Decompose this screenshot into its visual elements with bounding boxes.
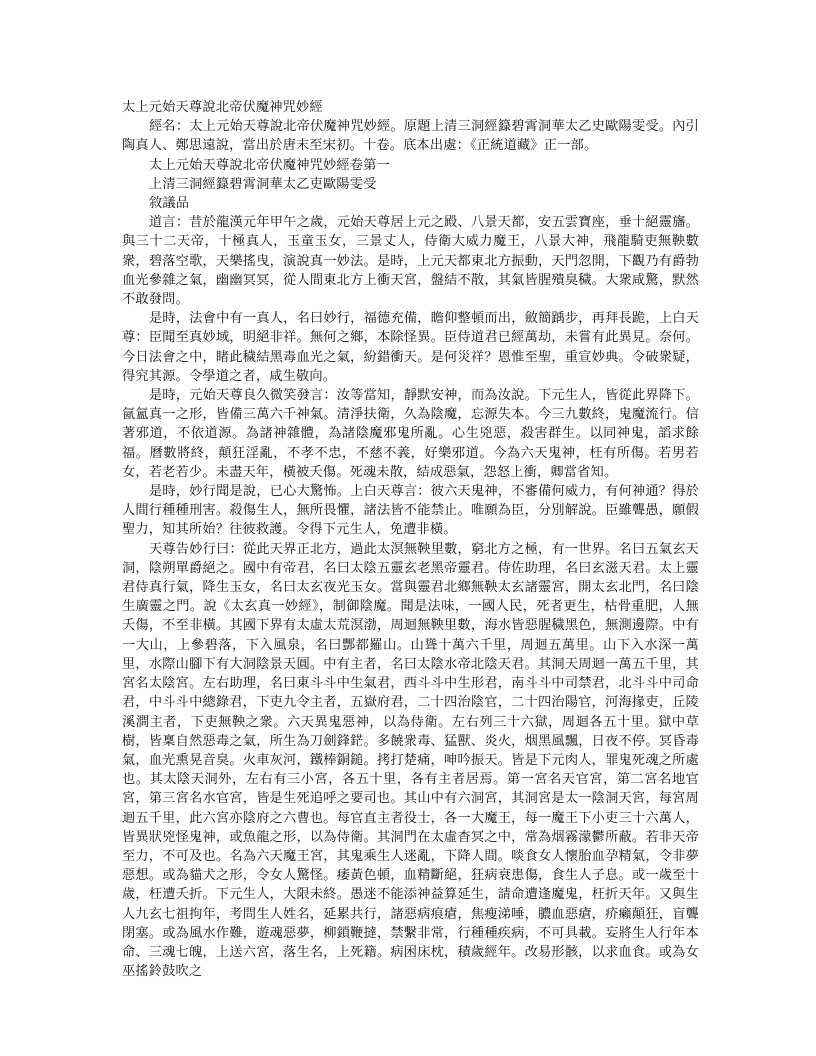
paragraph-1: 道言：昔於龍漢元年甲午之歲，元始天尊居上元之殿、八景天都，安五雲寶座，垂十絕靈旛。與三十二天帝，十極真人，玉童玉女，三景丈人，侍衛大威力魔王，八景大神，飛龍騎吏無鞅數衆，碧落空歌，天樂搖曳，演說真一妙法。是時，上元天都東北方振動，天門忽開，下觀乃有爵勃血光參雜之氣，幽幽冥冥，從人間東北方上衝天宮，盤結不散，其氣皆腥殨臭穢。大衆咸驚，默然不敢發問。: [122, 215, 699, 308]
paragraph-5: 天尊告妙行曰：從此天界正北方，過此太溟無鞅里數，窮北方之極，有一世界。名曰五氣玄天洞，陰朔單爵絕之。國中有帝君，名曰太陰五靈玄老黑帝靈君。侍佐助理，名曰玄滋天君。太上靈君侍真行氣，降生玉女，名曰太玄夜光玉女。當與靈君北鄉無鞅太玄諸靈宮，開太玄北門，名曰陰生廣靈之門。說《太玄真一妙經》，制御陰魔。聞是法味，一國人民，死者更生，枯骨重肥，人無夭傷，不至非橫。其國下界有太虛太荒溟渤，周迴無鞅里數，海水皆惡腥穢黑色，無測邊際。中有一大山，上參碧落，下入風泉，名曰酆都羅山。山聳十萬六千里，周迴五萬里。山下入水深一萬里，水際山腳下有大洞陰景天圓。中有主者，名曰太陰水帝北陰天君。其洞天周迴一萬五千里，其宮名太陰宮。左右助理，名曰東斗斗中生氣君，西斗斗中生形君，南斗斗中司禁君，北斗斗中司命君，中斗斗中總錄君，下吏九令主者，五嶽府君，二十四治陰官，二十四治陽官，河海掾吏，丘陵溪澗主者，下吏無鞅之衆。六天異鬼惡神，以為侍衛。左右列三十六獄，周迴各五十里。獄中草樹，皆稟自然惡毒之氣，所生為刀劍鋒鋩。多饒衆毒、猛獸、炎火，烟黑風飄，日夜不停。冥昏毒氣，血光熏晃音臭。火車灰河，鐵棒銅鎚。拷打楚痛，呻吟振天。皆是下元肉人，罪鬼死魂之所處也。其太陰天洞外，左右有三小宮，各五十里，各有主者居焉。第一宮名天官宮，第二宮名地官宮，第三宮名水官宮，皆是生死追呼之要司也。其山中有六洞宮，其洞宮是太一陰洞天宮，每宮周迴五千里，此六宮亦陰府之六曹也。每官直主者役士，各一大魔王，每一魔王下小吏三十六萬人，皆異狀兇怪鬼神，或魚龍之形，以為侍衛。其洞門在太虛杳冥之中，常為烟霧濛鬱所蔽。若非天帝至力，不可及也。名為六天魔王宮，其鬼乘生人迷亂，下降人間。啖食女人懷胎血孕精氣，令非夢惡想。或為貓犬之形，令女人驚怪。痿黃色頓，血精斷絕，狂病衰患傷，食生人子息。或一歲至十歲，枉遭夭折。下元生人，大限未終。愚迷不能添神益算延生，請命遭逢魔鬼，枉折天年。又與生人九玄七祖拘年，考問生人姓名，延累共行，諸惡病痕瘡，焦瘦涕唾，膿血惡瘡，疥癩顛狂，盲聾閉塞。或為風水作難，遊魂惡夢，柳鎖鞭撻，禁繫非常，行種種疾病，不可具載。妄將生人行年本命、三魂七魄，上送六宮，落生名，上死籍。病困床枕，積歲經年。改易形骸，以求血食。或為女巫搖鈴鼓吹之: [122, 541, 699, 980]
attribution-line: 上清三洞經籙碧霄洞華太乙吏歐陽雯受: [149, 176, 377, 192]
paragraph-4: 是時，妙行聞是說，已心大驚怖。上白天尊言：彼六天鬼神，不審備何威力，有何神通？得於人間行種種刑害。殺傷生人，無所畏懼，諸法皆不能禁止。唯願為臣，分別解說。臣雖聾愚，願假聖力，知其所始？往彼救護。令得下元生人，免遭非橫。: [122, 484, 699, 538]
paragraph-2: 是時，法會中有一真人，名曰妙行，福德充備，瞻仰整頓而出，斂簡踽步，再拜長跪，上白天尊：臣聞至真妙域，明絕非祥。無何之鄉，本除怪異。臣侍道君已經萬劫，未嘗有此異見。奈何。今日法會之中，睹此穢結黑毒血光之氣，紛錯衝天。是何災祥？恩惟至聖，重宣妙典。令破衆疑，得究其源。令學道之者，咸生敬向。: [122, 311, 699, 384]
section-title: 敘議品: [149, 196, 190, 212]
source-note: 經名：太上元始天尊說北帝伏魔神咒妙經。原題上清三洞經籙碧霄洞華太乙史歐陽雯受。內引陶真人、鄭思遠說，當出於唐末至宋初。十卷。底本出處：《正統道藏》正一部。: [122, 119, 699, 154]
paragraph-3: 是時，元始天尊良久微笑發言：汝等當知，靜默安神，而為汝說。下元生人，皆從此界降下。氤氳真一之形，皆備三萬六千神氣。清淨扶衛，久為陰魔，忘源失本。今三九數終，鬼魔流行。信著邪道，不依道源。為諸神雜體，為諸陰魔邪鬼所亂。心生兇惡，殺害群生。以同神鬼，謟求餘福。曆數將終，顛狂淫亂，不孝不忠，不慈不義，好樂邪道。今為六天鬼神，枉有所傷。若男若女，若老若少。未盡天年，橫被夭傷。死魂未散，結成惡氣，怨怒上衝，卿當省知。: [122, 388, 699, 480]
document-heading: 太上元始天尊說北帝伏魔神咒妙經: [122, 100, 323, 115]
volume-title: 太上元始天尊說北帝伏魔神咒妙經卷第一: [149, 157, 390, 173]
